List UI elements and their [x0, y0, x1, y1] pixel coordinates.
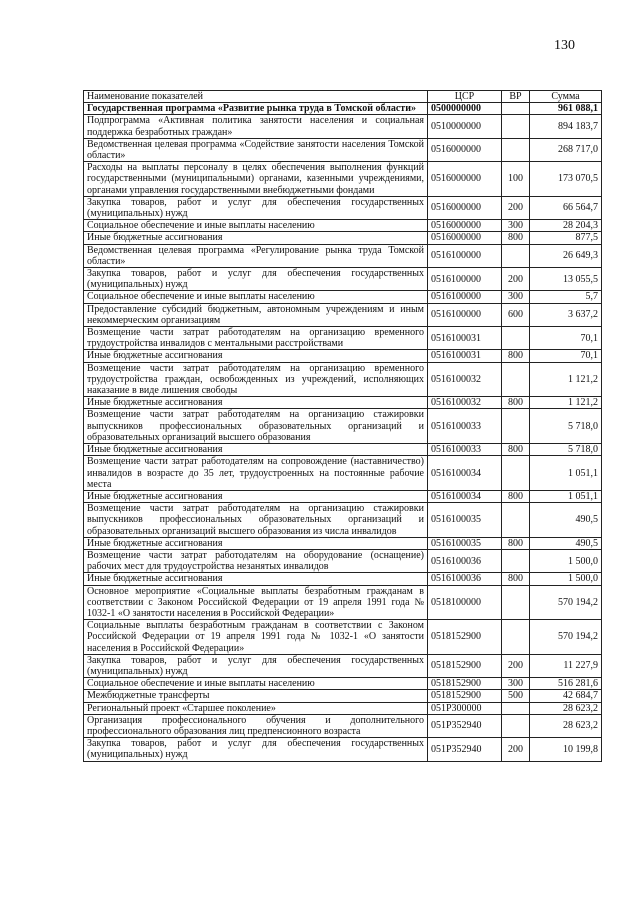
cell-vr: 100 [502, 162, 530, 197]
cell-vr [502, 327, 530, 350]
cell-vr: 800 [502, 232, 530, 244]
cell-vr: 800 [502, 490, 530, 502]
cell-csr: 0516100031 [428, 350, 502, 362]
cell-csr: 0516000000 [428, 196, 502, 219]
table-row [84, 220, 602, 232]
cell-csr: 0516000000 [428, 232, 502, 244]
cell-vr [502, 620, 530, 655]
cell-sum: 490,5 [530, 537, 602, 549]
cell-vr [502, 103, 530, 115]
table-row [84, 620, 602, 655]
cell-vr: 300 [502, 220, 530, 232]
cell-sum: 1 121,2 [530, 362, 602, 397]
cell-sum: 70,1 [530, 350, 602, 362]
cell-csr: 0516000000 [428, 220, 502, 232]
cell-csr: 051P352940 [428, 738, 502, 761]
table-row [84, 490, 602, 502]
cell-name: Социальное обеспечение и иные выплаты населению [84, 220, 428, 232]
cell-sum: 66 564,7 [530, 196, 602, 219]
table-row [84, 714, 602, 737]
cell-name: Государственная программа «Развитие рынка труда в Томской области» [84, 103, 428, 115]
table-row [84, 291, 602, 303]
cell-name: Региональный проект «Старшее поколение» [84, 702, 428, 714]
cell-vr [502, 714, 530, 737]
table-row [84, 690, 602, 702]
table-row [84, 115, 602, 138]
cell-csr: 0518100000 [428, 585, 502, 620]
cell-name: Иные бюджетные ассигнования [84, 232, 428, 244]
cell-csr: 051P352940 [428, 714, 502, 737]
cell-csr: 0500000000 [428, 103, 502, 115]
cell-csr: 0516100000 [428, 268, 502, 291]
cell-name: Основное мероприятие «Социальные выплаты безработным гражданам в соответствии с Законом Российской Федерации от 19 апреля 1991 года № 1032-1 «О занятости населения в Российской Федерации» [84, 585, 428, 620]
cell-name: Предоставление субсидий бюджетным, автономным учреждениям и иным некоммерческим организациям [84, 303, 428, 326]
page-number: 130 [554, 38, 575, 53]
cell-vr: 200 [502, 738, 530, 761]
cell-sum: 70,1 [530, 327, 602, 350]
table-row [84, 738, 602, 761]
cell-csr: 0516100034 [428, 456, 502, 491]
cell-vr [502, 702, 530, 714]
budget-table [83, 90, 602, 762]
cell-name: Закупка товаров, работ и услуг для обеспечения государственных (муниципальных) нужд [84, 196, 428, 219]
cell-vr [502, 503, 530, 538]
cell-csr: 0518152900 [428, 654, 502, 677]
table-row [84, 702, 602, 714]
cell-sum: 5 718,0 [530, 444, 602, 456]
cell-csr: 0516000000 [428, 138, 502, 161]
cell-sum: 1 500,0 [530, 549, 602, 572]
table-header-row [84, 91, 602, 103]
table-row [84, 196, 602, 219]
cell-vr [502, 362, 530, 397]
cell-sum: 5,7 [530, 291, 602, 303]
cell-csr: 0516100000 [428, 244, 502, 267]
cell-sum: 1 051,1 [530, 490, 602, 502]
cell-csr: 0518152900 [428, 678, 502, 690]
cell-vr: 800 [502, 350, 530, 362]
cell-vr [502, 138, 530, 161]
cell-sum: 1 121,2 [530, 397, 602, 409]
table-row [84, 444, 602, 456]
table-body [84, 103, 602, 761]
table-row [84, 350, 602, 362]
cell-sum: 10 199,8 [530, 738, 602, 761]
cell-csr: 0516100031 [428, 327, 502, 350]
cell-csr: 0516100032 [428, 397, 502, 409]
cell-sum: 28 204,3 [530, 220, 602, 232]
cell-vr [502, 244, 530, 267]
cell-csr: 0516100036 [428, 573, 502, 585]
cell-sum: 42 684,7 [530, 690, 602, 702]
table-row [84, 503, 602, 538]
cell-name: Закупка товаров, работ и услуг для обеспечения государственных (муниципальных) нужд [84, 654, 428, 677]
cell-csr: 0516100033 [428, 409, 502, 444]
cell-name: Ведомственная целевая программа «Регулирование рынка труда Томской области» [84, 244, 428, 267]
cell-name: Возмещение части затрат работодателям на организацию стажировки выпускников профессиональных образовательных организаций и образовательных организаций высшего образования [84, 409, 428, 444]
cell-csr: 0516100036 [428, 549, 502, 572]
cell-name: Возмещение части затрат работодателям на организацию временного трудоустройства инвалидов с ментальными расстройствами [84, 327, 428, 350]
table-row [84, 456, 602, 491]
cell-name: Социальные выплаты безработным гражданам в соответствии с Законом Российской Федерации от 19 апреля 1991 года № 1032-1 «О занятости населения в Российской Федерации» [84, 620, 428, 655]
table-row [84, 585, 602, 620]
cell-csr: 0516100035 [428, 537, 502, 549]
cell-csr: 0518152900 [428, 620, 502, 655]
cell-name: Иные бюджетные ассигнования [84, 444, 428, 456]
cell-name: Возмещение части затрат работодателям на организацию временного трудоустройства граждан, освобожденных из учреждений, исполняющих наказание в виде лишения свободы [84, 362, 428, 397]
cell-name: Социальное обеспечение и иные выплаты населению [84, 291, 428, 303]
cell-name: Организация профессионального обучения и дополнительного профессионального образования лиц предпенсионного возраста [84, 714, 428, 737]
cell-sum: 877,5 [530, 232, 602, 244]
cell-vr: 800 [502, 397, 530, 409]
cell-vr: 200 [502, 268, 530, 291]
cell-name: Иные бюджетные ассигнования [84, 537, 428, 549]
cell-csr: 0516000000 [428, 162, 502, 197]
cell-csr: 0516100000 [428, 291, 502, 303]
cell-sum: 894 183,7 [530, 115, 602, 138]
table-row [84, 103, 602, 115]
cell-vr: 800 [502, 573, 530, 585]
cell-csr: 0510000000 [428, 115, 502, 138]
cell-sum: 28 623,2 [530, 714, 602, 737]
cell-vr [502, 456, 530, 491]
table-row [84, 244, 602, 267]
cell-vr: 200 [502, 654, 530, 677]
cell-sum: 11 227,9 [530, 654, 602, 677]
cell-name: Иные бюджетные ассигнования [84, 397, 428, 409]
table-row [84, 268, 602, 291]
cell-csr: 0516100035 [428, 503, 502, 538]
cell-name: Межбюджетные трансферты [84, 690, 428, 702]
cell-name: Возмещение части затрат работодателям на сопровождение (наставничество) инвалидов в возрасте до 35 лет, трудоустроенных на постоянные рабочие места [84, 456, 428, 491]
cell-sum: 26 649,3 [530, 244, 602, 267]
cell-name: Ведомственная целевая программа «Содействие занятости населения Томской области» [84, 138, 428, 161]
table-row [84, 232, 602, 244]
cell-vr: 200 [502, 196, 530, 219]
cell-name: Подпрограмма «Активная политика занятости населения и социальная поддержка безработных граждан» [84, 115, 428, 138]
cell-csr: 0516100034 [428, 490, 502, 502]
cell-name: Расходы на выплаты персоналу в целях обеспечения выполнения функций государственными (муниципальными) органами, казенными учреждениями, органами управления государственными внебюджетными фондами [84, 162, 428, 197]
cell-name: Иные бюджетные ассигнования [84, 490, 428, 502]
cell-csr: 0516100000 [428, 303, 502, 326]
cell-name: Возмещение части затрат работодателям на организацию стажировки выпускников профессиональных образовательных организаций и образовательных организаций высшего образования из числа инвалидов [84, 503, 428, 538]
cell-sum: 5 718,0 [530, 409, 602, 444]
header-name: Наименование показателей [84, 91, 428, 103]
cell-name: Закупка товаров, работ и услуг для обеспечения государственных (муниципальных) нужд [84, 268, 428, 291]
cell-vr: 300 [502, 678, 530, 690]
cell-csr: 051P300000 [428, 702, 502, 714]
cell-sum: 570 194,2 [530, 620, 602, 655]
cell-csr: 0516100033 [428, 444, 502, 456]
cell-sum: 1 500,0 [530, 573, 602, 585]
cell-sum: 516 281,6 [530, 678, 602, 690]
cell-name: Социальное обеспечение и иные выплаты населению [84, 678, 428, 690]
header-sum: Сумма [530, 91, 602, 103]
table-row [84, 678, 602, 690]
cell-sum: 173 070,5 [530, 162, 602, 197]
cell-vr [502, 115, 530, 138]
table-row [84, 409, 602, 444]
cell-sum: 28 623,2 [530, 702, 602, 714]
table-row [84, 549, 602, 572]
cell-name: Иные бюджетные ассигнования [84, 350, 428, 362]
header-csr: ЦСР [428, 91, 502, 103]
table-row [84, 573, 602, 585]
table-row [84, 362, 602, 397]
cell-vr: 800 [502, 537, 530, 549]
cell-sum: 961 088,1 [530, 103, 602, 115]
cell-name: Возмещение части затрат работодателям на оборудование (оснащение) рабочих мест для трудоустройства незанятых инвалидов [84, 549, 428, 572]
cell-sum: 490,5 [530, 503, 602, 538]
cell-vr: 500 [502, 690, 530, 702]
cell-vr [502, 409, 530, 444]
table-row [84, 303, 602, 326]
table-row [84, 397, 602, 409]
cell-vr [502, 585, 530, 620]
cell-vr: 300 [502, 291, 530, 303]
cell-sum: 268 717,0 [530, 138, 602, 161]
cell-vr [502, 549, 530, 572]
table-row [84, 537, 602, 549]
table-row [84, 327, 602, 350]
table-row [84, 654, 602, 677]
cell-name: Закупка товаров, работ и услуг для обеспечения государственных (муниципальных) нужд [84, 738, 428, 761]
table-row [84, 138, 602, 161]
cell-sum: 1 051,1 [530, 456, 602, 491]
header-vr: ВР [502, 91, 530, 103]
cell-sum: 13 055,5 [530, 268, 602, 291]
cell-vr: 800 [502, 444, 530, 456]
table-row [84, 162, 602, 197]
cell-sum: 570 194,2 [530, 585, 602, 620]
cell-name: Иные бюджетные ассигнования [84, 573, 428, 585]
cell-csr: 0516100032 [428, 362, 502, 397]
cell-csr: 0518152900 [428, 690, 502, 702]
cell-sum: 3 637,2 [530, 303, 602, 326]
cell-vr: 600 [502, 303, 530, 326]
